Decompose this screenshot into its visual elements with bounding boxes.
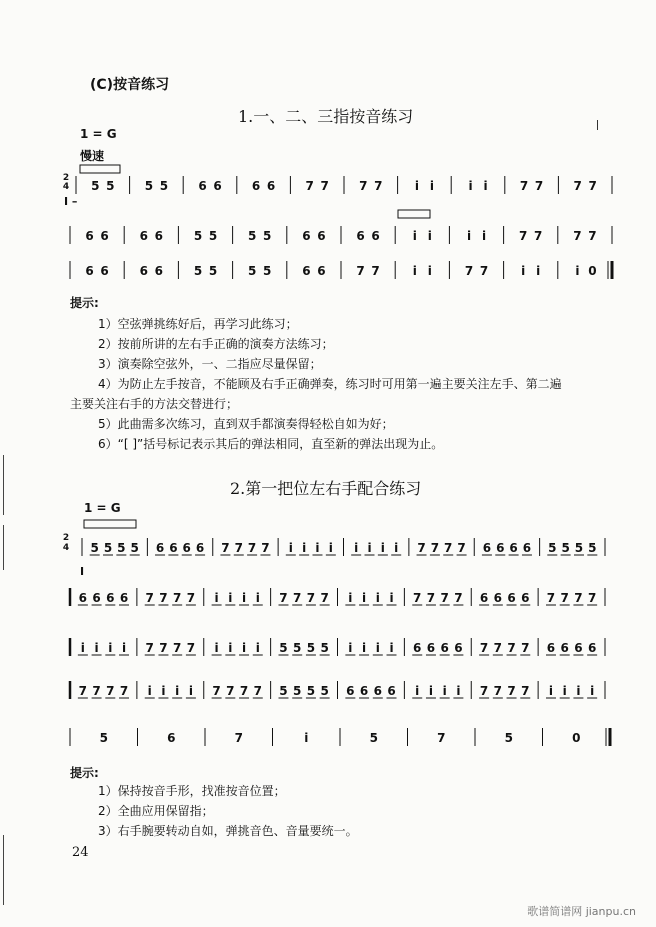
note: 7 — [479, 641, 489, 655]
note: 7 — [426, 591, 436, 605]
time-signature-bottom: 4 — [62, 543, 70, 553]
note: 7 — [534, 229, 543, 243]
note: i — [354, 541, 359, 555]
note: 5 — [279, 641, 288, 655]
score-exercise2-svg — [60, 515, 650, 760]
note: 7 — [546, 591, 556, 605]
score-exercise1-svg — [60, 160, 650, 290]
note: 5 — [263, 229, 272, 243]
note: i — [241, 641, 247, 655]
note: 6 — [509, 541, 518, 555]
note: i — [147, 684, 152, 698]
exercise1-tip: 1）空弦弹挑练好后，再学习此练习； — [98, 317, 298, 331]
note: i — [304, 731, 309, 745]
note: 7 — [521, 684, 530, 698]
note: 5 — [103, 541, 113, 555]
note: 6 — [522, 541, 532, 555]
note: 5 — [106, 179, 115, 193]
exercise2-tip: 2）全曲应用保留指； — [98, 804, 214, 818]
note: 6 — [560, 641, 569, 655]
note: 5 — [159, 179, 169, 193]
note: 6 — [85, 264, 94, 278]
exercise1-tempo: 慢速 — [80, 149, 105, 163]
note: 6 — [100, 264, 109, 278]
note: i — [175, 684, 180, 698]
note: 6 — [106, 591, 115, 605]
note: 5 — [248, 229, 257, 243]
note: 6 — [92, 591, 101, 605]
note: 5 — [561, 541, 570, 555]
note: 6 — [266, 179, 276, 193]
note: 7 — [186, 591, 196, 605]
note: 7 — [430, 541, 440, 555]
note: 6 — [426, 641, 436, 655]
note: 6 — [119, 591, 129, 605]
note: 5 — [588, 541, 597, 555]
note: 6 — [587, 641, 597, 655]
note: 7 — [574, 591, 583, 605]
note: 7 — [374, 179, 383, 193]
position-marker: I – — [64, 195, 78, 208]
note: 6 — [507, 591, 516, 605]
note: 7 — [587, 591, 597, 605]
note: 5 — [293, 684, 302, 698]
note: 6 — [546, 641, 556, 655]
note: 7 — [253, 684, 262, 698]
note: 0 — [572, 731, 581, 745]
note: i — [414, 179, 419, 193]
note: 7 — [186, 641, 196, 655]
exercise2-tips-heading: 提示: — [70, 766, 99, 780]
exercise2-tip: 1）保持按音手形，找准按音位置； — [98, 784, 286, 798]
note: 5 — [193, 229, 203, 243]
exercise1-tip: 6）“[ ]”括号标记表示其后的弹法相同，直至新的弹法出现为止。 — [98, 437, 444, 451]
technique-bracket — [398, 210, 430, 218]
technique-bracket — [84, 520, 136, 528]
note: 6 — [373, 684, 382, 698]
scan-edge-mark — [3, 455, 4, 515]
note: 5 — [504, 731, 513, 745]
note: i — [415, 684, 420, 698]
note: 7 — [493, 641, 503, 655]
note: i — [228, 591, 233, 605]
note: i — [328, 541, 333, 555]
note: 6 — [213, 179, 222, 193]
note: 7 — [507, 641, 516, 655]
note: 7 — [106, 684, 115, 698]
note: i — [389, 591, 394, 605]
note: 5 — [193, 264, 203, 278]
note: i — [562, 684, 567, 698]
note: i — [80, 641, 85, 655]
note: 7 — [493, 684, 503, 698]
note: 6 — [198, 179, 207, 193]
note: 7 — [588, 229, 597, 243]
exercise1-tips-heading: 提示: — [70, 296, 99, 310]
note: 6 — [251, 179, 261, 193]
note: 5 — [263, 264, 272, 278]
note: 7 — [507, 684, 516, 698]
note: 6 — [139, 264, 148, 278]
time-signature-top: 2 — [62, 173, 70, 183]
note: i — [412, 229, 417, 243]
note: i — [466, 229, 472, 243]
note: i — [302, 541, 307, 555]
scan-tick-mark — [597, 120, 598, 130]
note: i — [548, 684, 554, 698]
note: 7 — [359, 179, 368, 193]
note: 7 — [226, 684, 235, 698]
note: 6 — [167, 731, 176, 745]
note: 6 — [195, 541, 205, 555]
note: i — [375, 591, 380, 605]
note: 5 — [99, 731, 108, 745]
note: i — [481, 229, 487, 243]
exercise1-tip: 4）为防止左手按音，不能顾及右手正确弹奏，练习时可用第一遍主要关注左手、第二遍 — [98, 377, 562, 391]
exercise1-key: 1 = G — [80, 127, 117, 141]
note: 7 — [534, 179, 544, 193]
note: i — [483, 179, 488, 193]
note: 5 — [306, 684, 316, 698]
note: i — [428, 684, 434, 698]
exercise1-title: 1.一、二、三指按音练习 — [238, 107, 414, 126]
note: 7 — [293, 591, 302, 605]
note: 5 — [248, 264, 257, 278]
note: i — [380, 541, 385, 555]
note: 7 — [440, 591, 449, 605]
note: i — [427, 264, 432, 278]
note: i — [94, 641, 99, 655]
note: i — [315, 541, 320, 555]
note: 5 — [130, 541, 139, 555]
note: 7 — [172, 641, 182, 655]
note: 7 — [159, 591, 168, 605]
note: 7 — [92, 684, 101, 698]
note: 5 — [306, 641, 316, 655]
note: i — [255, 591, 260, 605]
note: 7 — [212, 684, 221, 698]
time-signature-top: 2 — [62, 533, 70, 543]
note: 5 — [208, 229, 218, 243]
note: i — [188, 684, 193, 698]
note: 5 — [320, 641, 329, 655]
note: 5 — [208, 264, 218, 278]
note: 6 — [574, 641, 583, 655]
note: 6 — [85, 229, 94, 243]
note: i — [575, 264, 580, 278]
note: i — [241, 591, 247, 605]
note: i — [412, 264, 417, 278]
note: 6 — [356, 229, 365, 243]
note: 7 — [356, 264, 365, 278]
exercise1-tip: 5）此曲需多次练习，直到双手都演奏得轻松自如为好； — [98, 417, 394, 431]
note: 7 — [234, 541, 243, 555]
note: 6 — [154, 264, 163, 278]
note: 5 — [117, 541, 126, 555]
note: i — [576, 684, 581, 698]
note: i — [348, 641, 353, 655]
note: 6 — [496, 541, 505, 555]
note: i — [161, 684, 166, 698]
note: 6 — [317, 264, 326, 278]
score-exercise1 — [60, 160, 650, 290]
note: 7 — [371, 264, 380, 278]
note: i — [389, 641, 394, 655]
exercise2-tip: 3）右手腕要转动自如，弹挑音色、音量要统一。 — [98, 824, 358, 838]
position-marker: I — [80, 565, 85, 578]
note: 5 — [91, 179, 100, 193]
note: 7 — [247, 541, 257, 555]
note: 7 — [145, 641, 154, 655]
note: 7 — [119, 684, 129, 698]
note: 6 — [169, 541, 178, 555]
note: i — [367, 541, 372, 555]
note: 7 — [261, 541, 270, 555]
time-signature-bottom: 4 — [62, 182, 70, 192]
note: 7 — [588, 179, 597, 193]
watermark: 歌谱简谱网 jianpu.cn — [527, 905, 636, 918]
scan-edge-mark — [3, 525, 4, 570]
note: 7 — [320, 179, 329, 193]
note: 5 — [279, 684, 288, 698]
exercise2-key: 1 = G — [84, 501, 121, 515]
note: 7 — [573, 229, 582, 243]
note: 7 — [159, 641, 168, 655]
exercise1-tip: 主要关注右手的方法交替进行； — [70, 397, 239, 411]
note: 7 — [457, 541, 466, 555]
exercise1-tip: 3）演奏除空弦外，一、二指应尽量保留； — [98, 357, 322, 371]
note: 7 — [279, 591, 288, 605]
note: 5 — [293, 641, 302, 655]
exercise1-tip: 2）按前所讲的左右手正确的演奏方法练习； — [98, 337, 334, 351]
note: 7 — [417, 541, 426, 555]
technique-bracket — [80, 165, 120, 173]
note: 6 — [440, 641, 449, 655]
note: 7 — [519, 179, 529, 193]
note: i — [121, 641, 127, 655]
note: i — [427, 229, 432, 243]
note: 6 — [482, 541, 492, 555]
note: 6 — [139, 229, 148, 243]
note: 6 — [521, 591, 530, 605]
note: 5 — [574, 541, 584, 555]
note: i — [214, 641, 219, 655]
note: 7 — [306, 591, 316, 605]
note: 0 — [588, 264, 597, 278]
note: 6 — [182, 541, 191, 555]
note: 6 — [302, 264, 311, 278]
note: i — [108, 641, 113, 655]
note: 6 — [387, 684, 396, 698]
note: 6 — [317, 229, 326, 243]
note: 6 — [302, 229, 311, 243]
note: 6 — [371, 229, 380, 243]
note: i — [442, 684, 447, 698]
score-exercise2 — [60, 515, 650, 760]
note: 7 — [521, 641, 530, 655]
note: 7 — [437, 731, 446, 745]
note: i — [429, 179, 434, 193]
note: 5 — [144, 179, 154, 193]
note: 7 — [444, 541, 453, 555]
note: 5 — [369, 731, 378, 745]
note: 6 — [78, 591, 88, 605]
note: 6 — [359, 684, 369, 698]
note: i — [362, 641, 367, 655]
note: 6 — [454, 641, 463, 655]
note: i — [255, 641, 260, 655]
note: i — [375, 641, 380, 655]
note: 7 — [145, 591, 154, 605]
note: i — [468, 179, 473, 193]
note: 7 — [234, 731, 243, 745]
note: 7 — [479, 684, 489, 698]
note: 7 — [464, 264, 474, 278]
note: 5 — [90, 541, 99, 555]
note: 7 — [172, 591, 182, 605]
note: 7 — [573, 179, 582, 193]
note: 6 — [154, 229, 163, 243]
note: 7 — [320, 591, 329, 605]
note: i — [590, 684, 595, 698]
note: 5 — [548, 541, 557, 555]
note: i — [394, 541, 399, 555]
note: i — [536, 264, 541, 278]
note: 7 — [519, 229, 528, 243]
note: 7 — [239, 684, 249, 698]
note: 7 — [221, 541, 230, 555]
note: i — [362, 591, 367, 605]
page-number: 24 — [72, 845, 89, 860]
note: 6 — [479, 591, 489, 605]
note: 7 — [454, 591, 463, 605]
note: 7 — [413, 591, 422, 605]
note: i — [521, 264, 526, 278]
note: 6 — [413, 641, 422, 655]
scan-edge-mark — [3, 835, 4, 905]
note: 6 — [346, 684, 355, 698]
note: 5 — [320, 684, 329, 698]
note: i — [348, 591, 353, 605]
exercise2-title: 2.第一把位左右手配合练习 — [230, 479, 422, 498]
note: i — [456, 684, 461, 698]
note: 7 — [78, 684, 88, 698]
note: i — [228, 641, 233, 655]
note: 6 — [493, 591, 503, 605]
note: i — [288, 541, 293, 555]
note: 6 — [100, 229, 109, 243]
note: 7 — [560, 591, 569, 605]
note: i — [214, 591, 219, 605]
note: 7 — [305, 179, 314, 193]
note: 6 — [155, 541, 165, 555]
section-heading: (C)按音练习 — [90, 77, 170, 93]
note: 7 — [479, 264, 489, 278]
